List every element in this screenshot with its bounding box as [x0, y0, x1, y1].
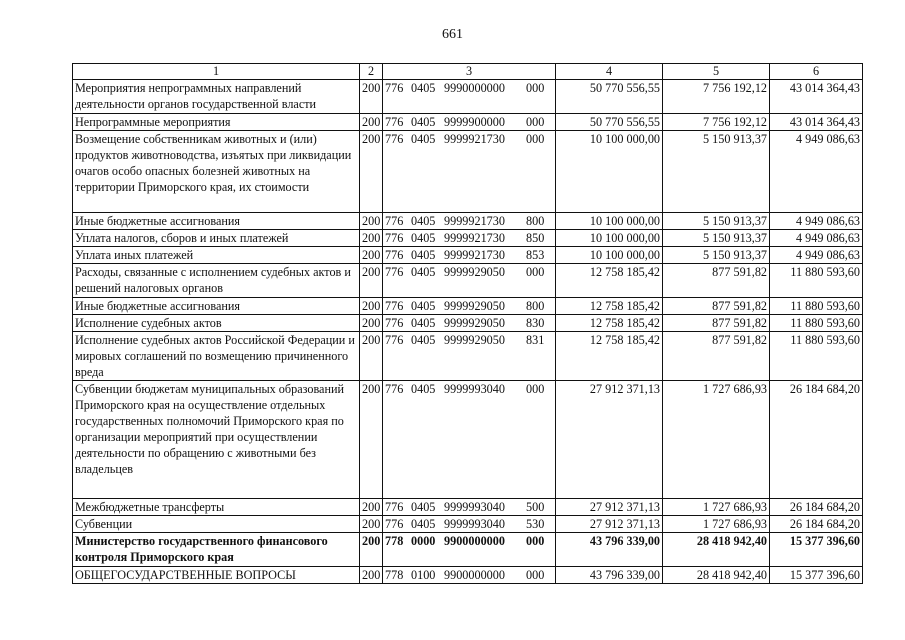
budget-code-cell: [383, 533, 556, 567]
budget-code-cell: [383, 567, 556, 584]
col5-value-cell: 28 418 942,40: [663, 567, 770, 584]
col4-value-cell: 50 770 556,55: [556, 114, 663, 131]
code-target-article: 9999929050: [444, 265, 505, 279]
budget-code-cell: [383, 114, 556, 131]
col6-value-cell: 11 880 593,60: [770, 264, 863, 298]
budget-code-cell: [383, 298, 556, 315]
col6-value-cell: 26 184 684,20: [770, 499, 863, 516]
col2-cell: 200: [360, 114, 383, 131]
code-razdel: 0405: [411, 333, 436, 347]
budget-code-cell: [383, 516, 556, 533]
col4-value-cell: 50 770 556,55: [556, 80, 663, 114]
code-glava: 776: [385, 81, 404, 95]
col6-value-cell: 15 377 396,60: [770, 533, 863, 567]
code-expense-type: 000: [526, 81, 545, 95]
row-name-cell: Мероприятия непрограммных направлений деятельности органов государственной власти: [73, 80, 360, 114]
col6-value-cell: 43 014 364,43: [770, 80, 863, 114]
table-row: [73, 80, 863, 114]
page-number: 661: [442, 27, 463, 42]
col4-value-cell: 10 100 000,00: [556, 247, 663, 264]
code-target-article: 9999929050: [444, 299, 505, 313]
code-expense-type: 000: [526, 382, 545, 396]
col5-value-cell: 7 756 192,12: [663, 114, 770, 131]
col4-value-cell: 27 912 371,13: [556, 499, 663, 516]
col6-value-cell: 4 949 086,63: [770, 213, 863, 230]
code-target-article: 9999921730: [444, 248, 505, 262]
col6-value-cell: 43 014 364,43: [770, 114, 863, 131]
col6-value-cell: 4 949 086,63: [770, 230, 863, 247]
code-target-article: 9999929050: [444, 333, 505, 347]
col5-value-cell: 5 150 913,37: [663, 247, 770, 264]
code-glava: 778: [385, 534, 404, 548]
row-name-cell: Уплата налогов, сборов и иных платежей: [73, 230, 360, 247]
code-razdel: 0405: [411, 316, 436, 330]
col4-value-cell: 12 758 185,42: [556, 264, 663, 298]
code-expense-type: 830: [526, 316, 545, 330]
code-glava: 776: [385, 316, 404, 330]
code-glava: 776: [385, 500, 404, 514]
column-header: 1: [73, 64, 360, 80]
budget-code-cell: [383, 131, 556, 213]
code-glava: 776: [385, 248, 404, 262]
code-glava: 776: [385, 214, 404, 228]
code-expense-type: 850: [526, 231, 545, 245]
table-row: [73, 332, 863, 381]
col5-value-cell: 1 727 686,93: [663, 516, 770, 533]
col2-cell: 200: [360, 315, 383, 332]
table-row: [73, 230, 863, 247]
col5-value-cell: 28 418 942,40: [663, 533, 770, 567]
column-header: 3: [383, 64, 556, 80]
col6-value-cell: 11 880 593,60: [770, 332, 863, 381]
col4-value-cell: 12 758 185,42: [556, 332, 663, 381]
row-name-cell: Межбюджетные трансферты: [73, 499, 360, 516]
code-expense-type: 800: [526, 299, 545, 313]
col2-cell: 200: [360, 499, 383, 516]
code-target-article: 9999993040: [444, 382, 505, 396]
code-target-article: 9999993040: [444, 517, 505, 531]
code-expense-type: 831: [526, 333, 545, 347]
col6-value-cell: 15 377 396,60: [770, 567, 863, 584]
row-name-cell: Субвенции: [73, 516, 360, 533]
column-header: 4: [556, 64, 663, 80]
col2-cell: 200: [360, 533, 383, 567]
code-razdel: 0405: [411, 81, 436, 95]
budget-code-cell: [383, 213, 556, 230]
budget-code-cell: [383, 80, 556, 114]
row-name-cell: Субвенции бюджетам муниципальных образований Приморского края на осуществление отдельных государственных полномочий Приморского края по организации мероприятий при осуществлении деятельности по обращению с животными без владельцев: [73, 381, 360, 499]
code-razdel: 0100: [411, 568, 436, 582]
budget-code-cell: [383, 499, 556, 516]
col4-value-cell: 27 912 371,13: [556, 516, 663, 533]
col5-value-cell: 7 756 192,12: [663, 80, 770, 114]
table-row: [73, 247, 863, 264]
code-razdel: 0405: [411, 265, 436, 279]
code-razdel: 0405: [411, 248, 436, 262]
row-name-cell: Расходы, связанные с исполнением судебных актов и решений налоговых органов: [73, 264, 360, 298]
col2-cell: 200: [360, 80, 383, 114]
col2-cell: 200: [360, 332, 383, 381]
code-target-article: 9999921730: [444, 231, 505, 245]
row-name-cell: Министерство государственного финансового контроля Приморского края: [73, 533, 360, 567]
col6-value-cell: 11 880 593,60: [770, 298, 863, 315]
col4-value-cell: 10 100 000,00: [556, 230, 663, 247]
budget-code-cell: [383, 264, 556, 298]
code-razdel: 0405: [411, 231, 436, 245]
budget-code-cell: [383, 315, 556, 332]
table-row: [73, 264, 863, 298]
col6-value-cell: 26 184 684,20: [770, 381, 863, 499]
budget-code-cell: [383, 230, 556, 247]
header-row: [73, 64, 863, 80]
table-row: [73, 516, 863, 533]
code-razdel: 0405: [411, 382, 436, 396]
code-glava: 778: [385, 568, 404, 582]
col5-value-cell: 877 591,82: [663, 315, 770, 332]
column-header: 6: [770, 64, 863, 80]
row-name-cell: Уплата иных платежей: [73, 247, 360, 264]
code-expense-type: 853: [526, 248, 545, 262]
code-razdel: 0405: [411, 517, 436, 531]
row-name-cell: Исполнение судебных актов: [73, 315, 360, 332]
row-name-cell: Возмещение собственникам животных и (или) продуктов животноводства, изъятых при ликвидации очагов особо опасных болезней животных на территории Приморского края, их стоимости: [73, 131, 360, 213]
code-target-article: 9900000000: [444, 568, 505, 582]
col4-value-cell: 12 758 185,42: [556, 298, 663, 315]
col5-value-cell: 877 591,82: [663, 298, 770, 315]
code-razdel: 0405: [411, 132, 436, 146]
col4-value-cell: 10 100 000,00: [556, 213, 663, 230]
col4-value-cell: 27 912 371,13: [556, 381, 663, 499]
row-name-cell: Непрограммные мероприятия: [73, 114, 360, 131]
code-expense-type: 000: [526, 568, 545, 582]
code-glava: 776: [385, 265, 404, 279]
col2-cell: 200: [360, 131, 383, 213]
code-glava: 776: [385, 231, 404, 245]
col2-cell: 200: [360, 230, 383, 247]
table-row: [73, 213, 863, 230]
code-expense-type: 530: [526, 517, 545, 531]
col4-value-cell: 10 100 000,00: [556, 131, 663, 213]
code-razdel: 0405: [411, 115, 436, 129]
col2-cell: 200: [360, 298, 383, 315]
code-target-article: 9999921730: [444, 132, 505, 146]
code-glava: 776: [385, 132, 404, 146]
col5-value-cell: 5 150 913,37: [663, 230, 770, 247]
code-expense-type: 000: [526, 265, 545, 279]
table-row: [73, 131, 863, 213]
code-expense-type: 000: [526, 132, 545, 146]
code-glava: 776: [385, 382, 404, 396]
code-target-article: 9900000000: [444, 534, 505, 548]
col4-value-cell: 43 796 339,00: [556, 533, 663, 567]
budget-code-cell: [383, 332, 556, 381]
col5-value-cell: 1 727 686,93: [663, 499, 770, 516]
code-glava: 776: [385, 115, 404, 129]
column-header: 2: [360, 64, 383, 80]
col2-cell: 200: [360, 247, 383, 264]
col2-cell: 200: [360, 381, 383, 499]
col2-cell: 200: [360, 264, 383, 298]
table-row: [73, 298, 863, 315]
col5-value-cell: 877 591,82: [663, 332, 770, 381]
table-row: [73, 381, 863, 499]
code-target-article: 9990000000: [444, 81, 505, 95]
table-row: [73, 315, 863, 332]
col6-value-cell: 11 880 593,60: [770, 315, 863, 332]
code-glava: 776: [385, 517, 404, 531]
row-name-cell: Иные бюджетные ассигнования: [73, 298, 360, 315]
row-name-cell: ОБЩЕГОСУДАРСТВЕННЫЕ ВОПРОСЫ: [73, 567, 360, 584]
budget-code-cell: [383, 247, 556, 264]
row-name-cell: Иные бюджетные ассигнования: [73, 213, 360, 230]
col4-value-cell: 43 796 339,00: [556, 567, 663, 584]
table-row: [73, 533, 863, 567]
col4-value-cell: 12 758 185,42: [556, 315, 663, 332]
budget-table: [72, 63, 863, 584]
code-target-article: 9999900000: [444, 115, 505, 129]
col6-value-cell: 26 184 684,20: [770, 516, 863, 533]
col6-value-cell: 4 949 086,63: [770, 131, 863, 213]
table-row: [73, 499, 863, 516]
column-header: 5: [663, 64, 770, 80]
col2-cell: 200: [360, 213, 383, 230]
code-glava: 776: [385, 299, 404, 313]
col5-value-cell: 5 150 913,37: [663, 213, 770, 230]
code-razdel: 0405: [411, 299, 436, 313]
code-expense-type: 500: [526, 500, 545, 514]
code-expense-type: 000: [526, 115, 545, 129]
code-expense-type: 800: [526, 214, 545, 228]
table-row: [73, 114, 863, 131]
table-row: [73, 567, 863, 584]
code-razdel: 0405: [411, 214, 436, 228]
code-glava: 776: [385, 333, 404, 347]
row-name-cell: Исполнение судебных актов Российской Федерации и мировых соглашений по возмещению причиненного вреда: [73, 332, 360, 381]
code-razdel: 0000: [411, 534, 436, 548]
col5-value-cell: 1 727 686,93: [663, 381, 770, 499]
code-expense-type: 000: [526, 534, 545, 548]
col6-value-cell: 4 949 086,63: [770, 247, 863, 264]
col2-cell: 200: [360, 567, 383, 584]
code-target-article: 9999929050: [444, 316, 505, 330]
code-razdel: 0405: [411, 500, 436, 514]
code-target-article: 9999993040: [444, 500, 505, 514]
code-target-article: 9999921730: [444, 214, 505, 228]
col5-value-cell: 877 591,82: [663, 264, 770, 298]
budget-code-cell: [383, 381, 556, 499]
col5-value-cell: 5 150 913,37: [663, 131, 770, 213]
col2-cell: 200: [360, 516, 383, 533]
